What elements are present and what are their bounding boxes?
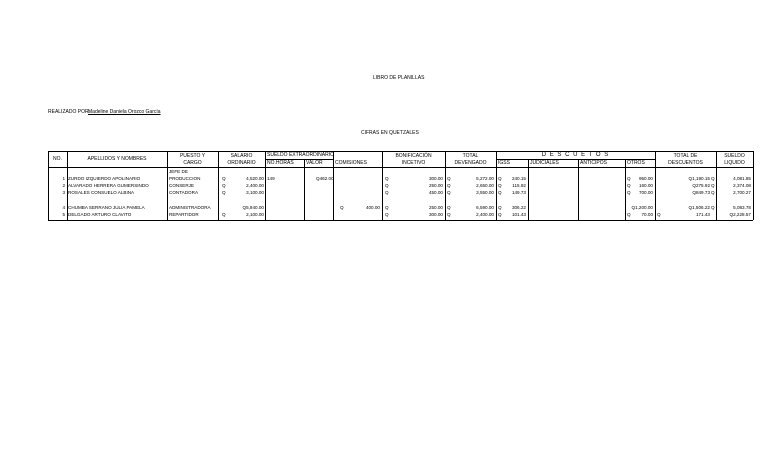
header-no-horas: NO.HORAS [267,160,294,166]
row-liquido: 4,081.85 [733,176,751,181]
row-liquido: Q2,228.57 [729,212,751,217]
row-puesto: CONSERJE [169,183,195,188]
header-nombres: APELLIDOS Y NOMBRES [87,156,147,162]
header-salario-line2: ORDINARIO [227,160,256,166]
row-bonif-q: Q [385,205,389,210]
row-igss-q: Q [498,205,502,210]
header-extraordinario: SUELDO EXTRAORDINARIO [267,152,334,158]
header-salario-line1: SALARIO [230,153,253,159]
row-bonif: 300.00 [428,176,443,181]
row-puesto: JEFE DE [169,169,188,174]
row-salario-q: Q [222,212,226,217]
row-salario: 2,400.00 [246,183,264,188]
row-total-q: Q [447,205,451,210]
header-liquido-line2: LIQUIDO [724,160,745,166]
header-puesto-line2: CARGO [183,160,202,166]
col-line [333,151,334,220]
col-line [496,151,497,220]
header-total-descuentos-line2: DESCUENTOS [668,160,703,166]
row-total-descuentos: Q1,506.22 [688,205,710,210]
row-otros-q: Q [627,212,631,217]
row-salario: Q5,940.00 [242,205,264,210]
header-igss: IGSS [498,160,510,166]
row-igss: 149.73 [511,190,526,195]
row-puesto: ADMINISTRADORA [169,205,211,210]
row-otros-q: Q [627,190,631,195]
row-liquido-q: Q [711,183,715,188]
row-otros-q-trailing: Q [657,212,661,217]
row-name: ALVARADO HERRERA GUMERSINDO [68,183,149,188]
table-bottom-line [48,220,753,221]
col-line [753,151,754,220]
row-total: 3,550.00 [476,190,494,195]
row-otros: 70.00 [641,212,653,217]
col-line [304,159,305,220]
header-total-descuentos-line1: TOTAL DE [673,153,698,159]
row-bonif-q: Q [385,212,389,217]
row-valor: Q462.00 [316,176,334,181]
row-total: 2,650.00 [476,183,494,188]
row-bonif-q: Q [385,183,389,188]
row-puesto: CONTADORA [169,190,199,195]
row-total-descuentos: Q849.73 [692,190,710,195]
row-igss-q: Q [498,212,502,217]
row-puesto-line2: PRODUCCION [169,176,201,181]
header-bottom-line [48,167,753,168]
row-igss: 240.15 [511,176,526,181]
row-bonif: 300.00 [428,212,443,217]
row-total-descuentos: Q1,190.15 [688,176,710,181]
header-total-line2: DEVENGADO [454,160,487,166]
row-salario-q: Q [222,176,226,181]
row-otros: 950.00 [638,176,653,181]
row-name: DELGADO ARTURO CLAVITO [68,212,132,217]
header-puesto-line1: PUESTO Y [179,153,206,159]
realizado-label: REALIZADO POR: [48,109,90,115]
row-bonif: 250.00 [428,205,443,210]
row-total-descuentos: 171.43 [695,212,710,217]
row-liquido: 5,083.78 [733,205,751,210]
row-puesto: REPARTIDOR [169,212,199,217]
row-igss-q: Q [498,183,502,188]
row-total-q: Q [447,183,451,188]
header-otros: OTROS [627,160,645,166]
row-bonif-q: Q [385,176,389,181]
row-otros: Q1,200.00 [631,205,653,210]
row-igss: 115.92 [512,183,526,188]
row-igss-q: Q [498,176,502,181]
row-salario-q: Q [222,183,226,188]
row-comisiones-q: Q [340,205,344,210]
row-liquido-q: Q [711,176,715,181]
row-bonif: 450.00 [428,190,443,195]
row-total: 2,400.00 [476,212,494,217]
row-name: ROSALES CONSUELO ALBINA [68,190,135,195]
row-no: 5 [62,212,65,217]
row-salario: 4,520.00 [246,176,264,181]
row-no: 2 [62,183,65,188]
row-comisiones: 400.00 [365,205,380,210]
row-otros-q: Q [627,183,631,188]
page-title: LIBRO DE PLANILLAS [373,75,425,81]
header-anticipos: ANTICIPOS [580,160,607,166]
header-descuentos: D E S C U E T O S [541,152,610,158]
row-total: 5,272.00 [476,176,494,181]
row-liquido-q: Q [711,205,715,210]
row-total-q: Q [447,190,451,195]
row-liquido: 2,700.27 [733,190,751,195]
row-liquido-q: Q [711,190,715,195]
header-judiciales: JUDICIALES [530,160,559,166]
row-liquido: 2,374.08 [733,183,751,188]
currency-note: CIFRAS EN QUETZALES [361,130,419,136]
row-igss: 306.22 [511,205,526,210]
row-name: CHUMBA SERRANO JULIA PAMELA [68,205,145,210]
row-otros: 160.00 [638,183,653,188]
row-bonif-q: Q [385,190,389,195]
header-liquido-line1: SUELDO [724,153,745,159]
row-total: 6,590.00 [476,205,494,210]
row-horas: 149 [267,176,275,181]
row-no: 3 [62,190,65,195]
header-comisiones: COMISIONES [335,160,367,166]
header-bonificacion-line2: INCETIVO [401,160,426,166]
col-line [528,159,529,220]
header-no: NO. [53,156,62,162]
row-no: 1 [62,176,65,181]
row-igss-q: Q [498,190,502,195]
col-line [265,151,266,220]
realizado-name: Madeline Daniela Orozco García [88,109,161,115]
col-line [625,159,626,220]
row-total-q: Q [447,176,451,181]
header-total-line1: TOTAL [462,153,479,159]
header-bonificacion-line1: BONIFICACIÓN [395,153,432,159]
row-total-descuentos: Q275.92 [692,183,710,188]
header-valor: VALOR [306,160,323,166]
row-no: 4 [62,205,65,210]
row-total-q: Q [447,212,451,217]
row-bonif: 250.00 [428,183,443,188]
row-salario: 2,100.00 [246,212,264,217]
row-otros: 700.00 [638,190,653,195]
row-salario-q: Q [222,190,226,195]
row-igss: 101.43 [511,212,526,217]
row-name: ZURDO IZQUIERDO APOLINARIO [68,176,141,181]
col-line [578,159,579,220]
row-otros-q: Q [627,176,631,181]
row-salario: 3,100.00 [246,190,264,195]
